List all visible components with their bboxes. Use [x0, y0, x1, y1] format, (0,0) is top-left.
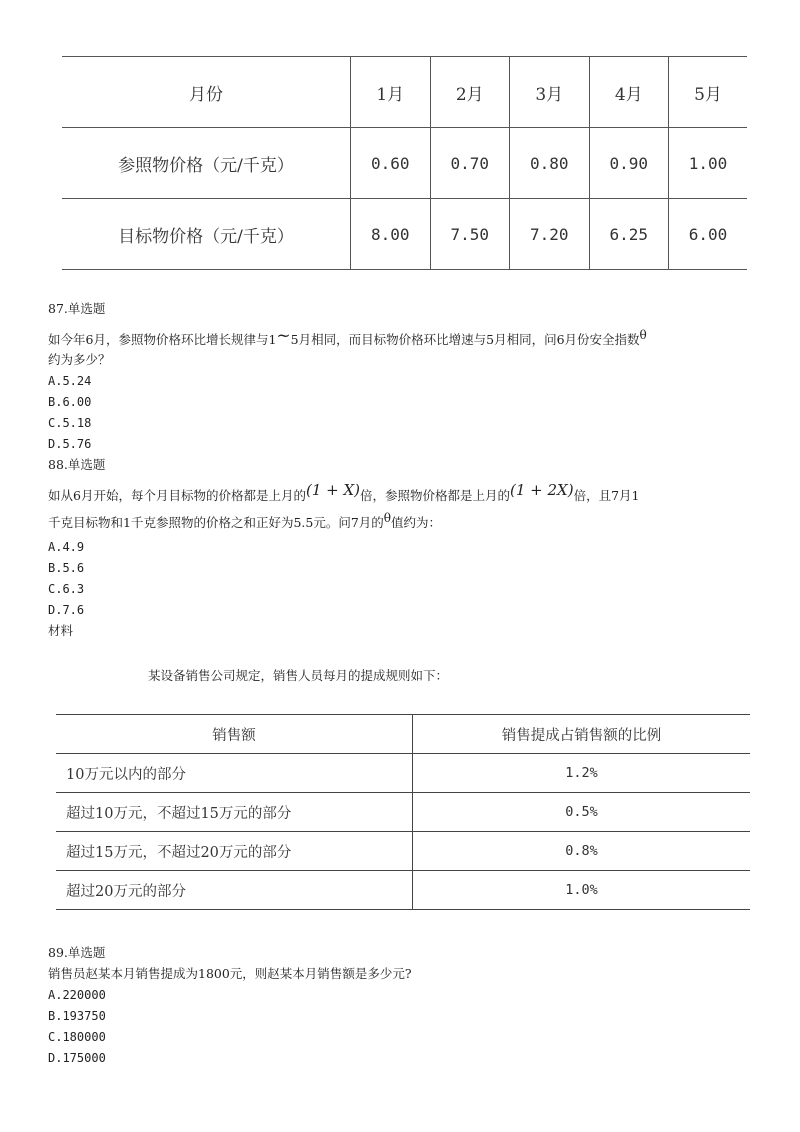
table-cell: 0.8% [413, 832, 751, 871]
table-cell: 超过15万元，不超过20万元的部分 [56, 832, 413, 871]
table-cell: 0.5% [413, 793, 751, 832]
option-b[interactable]: B.193750 [48, 1009, 106, 1023]
table-cell: 1.00 [669, 128, 748, 199]
table-row [56, 793, 750, 832]
table-cell: 1.0% [413, 871, 751, 910]
option-c[interactable]: C.5.18 [48, 416, 92, 430]
table-row [62, 199, 747, 270]
table-header-cell: 5月 [669, 57, 748, 128]
table-cell: 0.90 [589, 128, 669, 199]
option-d[interactable]: D.5.76 [48, 437, 92, 451]
math-expression: (1 + X) [305, 481, 360, 499]
option-c[interactable]: C.180000 [48, 1030, 106, 1044]
option-b[interactable]: B.5.6 [48, 561, 85, 575]
stem-text: 如从6月开始，每个月目标物的价格都是上月的 [48, 488, 306, 503]
table-cell: 7.20 [510, 199, 590, 270]
stem-text: 5月相同，而目标物价格环比增速与5月相同，问6月份安全指数 [290, 332, 640, 347]
table-cell: 6.00 [669, 199, 748, 270]
question-title: 88.单选题 [48, 457, 106, 472]
table-header-cell: 1月 [351, 57, 431, 128]
question-stem-continued: 约为多少？ [48, 352, 111, 367]
table-cell: 0.60 [351, 128, 431, 199]
question-stem-continued [48, 511, 442, 532]
commission-table [56, 714, 750, 910]
option-c[interactable]: C.6.3 [48, 582, 85, 596]
table-cell: 8.00 [351, 199, 431, 270]
price-table [62, 56, 747, 270]
stem-text: 如今年6月，参照物价格环比增长规律与1 [48, 332, 277, 347]
stem-text: 千克目标物和1千克参照物的价格之和正好为5.5元。问7月的 [48, 515, 384, 530]
table-cell: 超过20万元的部分 [56, 871, 413, 910]
stem-text: 值约为： [391, 515, 442, 530]
option-a[interactable]: A.220000 [48, 988, 106, 1002]
table-cell: 超过10万元，不超过15万元的部分 [56, 793, 413, 832]
table-header-cell: 销售额 [56, 715, 413, 754]
table-header-cell: 4月 [589, 57, 669, 128]
table-row [62, 57, 747, 128]
stem-text: 倍，参照物价格都是上月的 [360, 488, 511, 503]
table-row [56, 832, 750, 871]
option-d[interactable]: D.175000 [48, 1051, 106, 1065]
question-title: 89.单选题 [48, 945, 106, 960]
table-row-label: 参照物价格（元/千克） [62, 128, 351, 199]
option-a[interactable]: A.4.9 [48, 540, 85, 554]
theta-symbol: θ [639, 328, 647, 342]
table-row [56, 871, 750, 910]
table-cell: 0.70 [430, 128, 510, 199]
table-header-cell: 月份 [62, 57, 351, 128]
table-row [62, 128, 747, 199]
theta-symbol: θ [383, 511, 392, 525]
table-cell: 1.2% [413, 754, 751, 793]
option-d[interactable]: D.7.6 [48, 603, 85, 617]
option-b[interactable]: B.6.00 [48, 395, 92, 409]
table-header-cell: 销售提成占销售额的比例 [413, 715, 751, 754]
table-row-label: 目标物价格（元/千克） [62, 199, 351, 270]
option-a[interactable]: A.5.24 [48, 374, 92, 388]
table-cell: 7.50 [430, 199, 510, 270]
table-header-cell: 2月 [430, 57, 510, 128]
stem-text: 倍，且7月1 [573, 488, 640, 503]
question-stem [48, 326, 647, 349]
material-label: 材料 [48, 623, 74, 638]
table-cell: 0.80 [510, 128, 590, 199]
question-stem [48, 481, 640, 505]
material-intro: 某设备销售公司规定，销售人员每月的提成规则如下： [148, 668, 449, 683]
table-row [56, 754, 750, 793]
table-cell: 6.25 [589, 199, 669, 270]
question-stem: 销售员赵某本月销售提成为1800元，则赵某本月销售额是多少元? [48, 966, 412, 981]
table-header-cell: 3月 [510, 57, 590, 128]
math-expression: (1 + 2X) [510, 481, 574, 499]
table-cell: 10万元以内的部分 [56, 754, 413, 793]
tilde-symbol: ~ [276, 326, 291, 346]
table-row [56, 715, 750, 754]
question-title: 87.单选题 [48, 301, 106, 316]
